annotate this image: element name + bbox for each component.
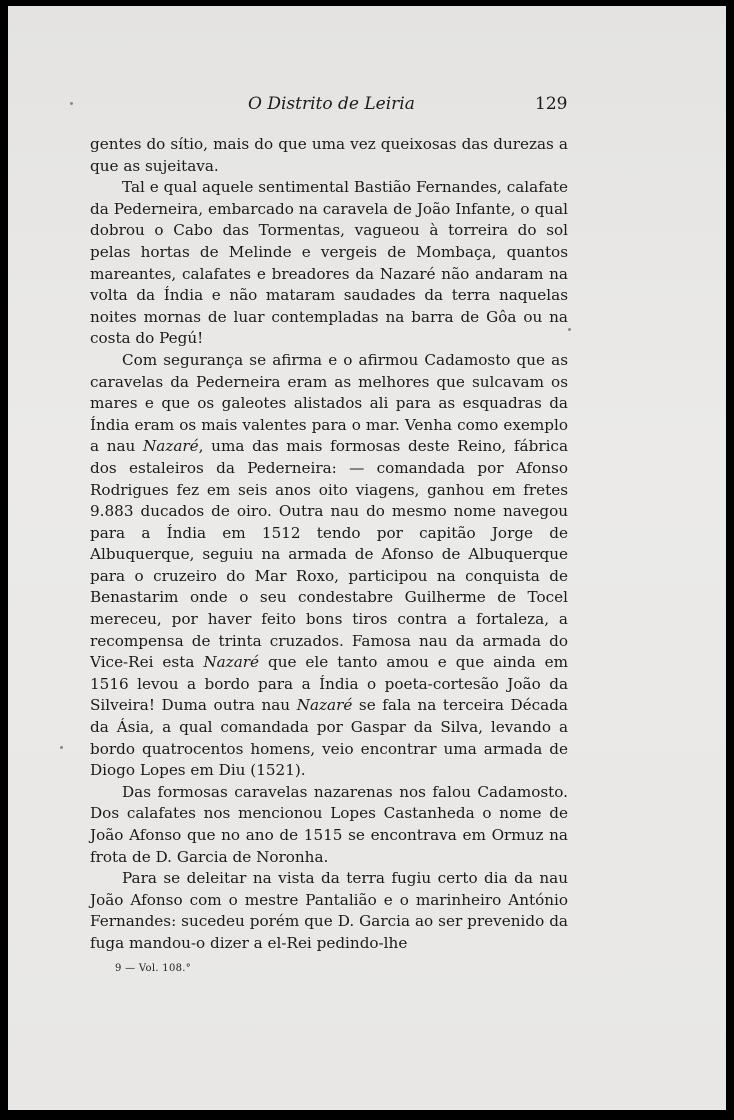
paragraph: Para se deleitar na vista da terra fugiu certo dia da nau João Afonso com o mestre Pantalião e o marinheiro António Fernandes: sucedeu porém que D. Garcia ao ser prevenido da fuga mandou-o dizer a el-Rei pedindo-lhe bbox=[90, 869, 568, 952]
text-run: que ele tanto amou e que ainda em 1516 levou a bordo para a Índia o poeta-cortesão João da Silveira! Duma outra nau bbox=[90, 653, 568, 715]
speck bbox=[70, 102, 73, 105]
page-header bbox=[8, 94, 726, 120]
paragraph: Das formosas caravelas nazarenas nos falou Cadamosto. Dos calafates nos mencionou Lopes Castanheda o nome de João Afonso que no ano de 1515 se encontrava em Ormuz na frota de D. Garcia de Noronha. bbox=[90, 782, 568, 866]
printer-signature: 9 — Vol. 108.° bbox=[115, 963, 192, 974]
body-text bbox=[90, 134, 568, 955]
text-run: Com segurança se afirma e o afirmou Cadamosto que as caravelas da Pederneira eram as melhores que sulcavam os mares e que os galeotes alistados ali para as esquadras da Índia eram os mais valentes para o mar. Venha como exemplo a nau bbox=[90, 350, 568, 456]
paragraph bbox=[90, 350, 568, 782]
page-number: 129 bbox=[535, 94, 568, 114]
book-page bbox=[8, 6, 726, 1110]
italic-ship-name: Nazaré bbox=[203, 653, 259, 672]
italic-ship-name: Nazaré bbox=[143, 437, 199, 456]
paragraph: Tal e qual aquele sentimental Bastião Fernandes, calafate da Pederneira, embarcado na caravela de João Infante, o qual dobrou o Cabo das Tormentas, vagueou à torreira do sol pelas hortas de Melinde e vergeis de Mombaça, quantos mareantes, calafates e breadores da Nazaré não andaram na volta da Índia e não mataram saudades da terra naquelas noites mornas de luar contempladas na barra de Gôa ou na costa do Pegú! bbox=[90, 178, 568, 348]
text-run: , uma das mais formosas deste Reino, fábrica dos estaleiros da Pederneira: — comandada por Afonso Rodrigues fez em seis anos oito viagens, ganhou em fretes 9.883 ducados de oiro. Outra nau do mesmo nome navegou para a Índia em 1512 tendo por capitão Jorge de Albuquerque, seguiu na armada de Afonso de Albuquerque para o cruzeiro do Mar Roxo, participou na conquista de Benastarim onde o seu condestabre Guilherme de Tocel mereceu, por haver feito bons tiros contra a fortaleza, a recompensa de trinta cruzados. Famosa nau da armada do Vice-Rei esta bbox=[90, 437, 568, 672]
paragraph-continuation: gentes do sítio, mais do que uma vez queixosas das durezas a que as sujeitava. bbox=[90, 135, 568, 175]
speck bbox=[568, 328, 571, 331]
running-title: O Distrito de Leiria bbox=[248, 94, 415, 114]
speck bbox=[60, 746, 63, 749]
text-run: se fala na terceira Década da Ásia, a qual comandada por Gaspar da Silva, levando a bordo quatrocentos homens, veio encontrar uma armada de Diogo Lopes em Diu (1521). bbox=[90, 696, 568, 780]
italic-ship-name: Nazaré bbox=[296, 696, 353, 715]
